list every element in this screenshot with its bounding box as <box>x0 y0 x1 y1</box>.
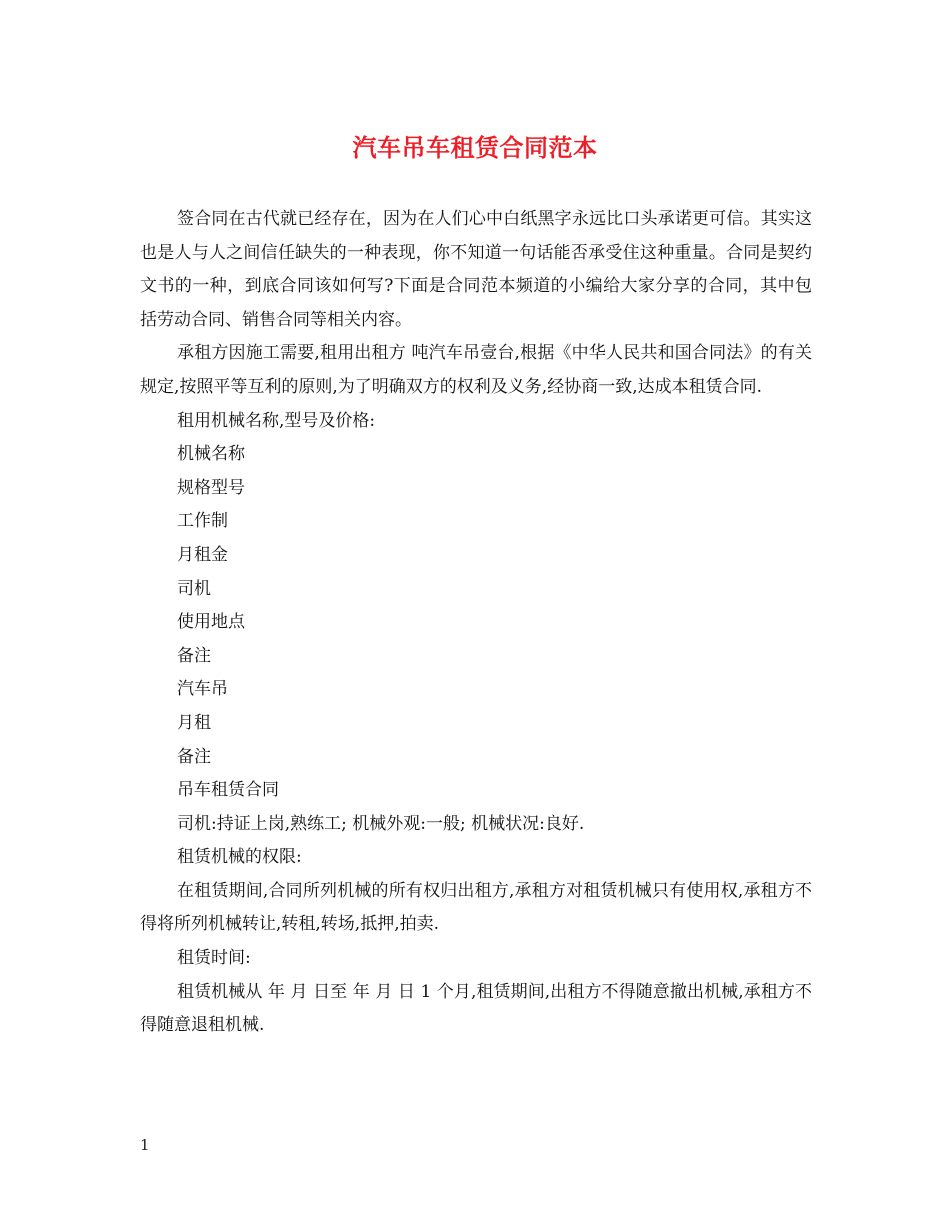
section-heading-time: 租赁时间: <box>177 948 251 969</box>
list-item: 规格型号 <box>177 477 245 498</box>
list-item: 备注 <box>177 746 211 767</box>
list-item: 工作制 <box>177 511 228 532</box>
intro-paragraph: 签合同在古代就已经存在，因为在人们心中白纸黑字永远比口头承诺更可信。其实这也是人与人之间信任缺失的一种表现，你不知道一句话能否承受住这种重量。合同是契约文书的一种，到底合同该如何写?下面是合同范本频道的小编给大家分享的合同，其中包括劳动合同、销售合同等相关内容。 <box>140 209 812 330</box>
time-paragraph: 租赁机械从 年 月 日至 年 月 日 1 个月,租赁期间,出租方不得随意撤出机械,承租方不得随意退租机械. <box>140 981 812 1036</box>
rights-paragraph: 在租赁期间,合同所列机械的所有权归出租方,承租方对租赁机械只有使用权,承租方不得将所列机械转让,转租,转场,抵押,拍卖. <box>140 880 812 935</box>
list-item: 使用地点 <box>177 612 245 633</box>
list-item: 吊车租赁合同 <box>177 780 279 801</box>
section-heading-rights: 租赁机械的权限: <box>177 847 302 868</box>
document-body <box>140 203 812 1043</box>
list-item: 机械名称 <box>177 444 245 465</box>
driver-line: 司机:持证上岗,熟练工; 机械外观:一般; 机械状况:良好. <box>177 813 585 834</box>
list-item: 月租 <box>177 712 211 733</box>
preamble-paragraph: 承租方因施工需要,租用出租方 吨汽车吊壹台,根据《中华人民共和国合同法》的有关规定,按照平等互利的原则,为了明确双方的权利及义务,经协商一致,达成本租赁合同. <box>140 343 812 397</box>
list-item: 备注 <box>177 645 211 666</box>
document-title: 汽车吊车租赁合同范本 <box>352 133 598 162</box>
list-item: 汽车吊 <box>177 679 228 700</box>
list-item: 司机 <box>177 578 211 599</box>
section-heading-machines: 租用机械名称,型号及价格: <box>177 410 376 431</box>
page-number: 1 <box>140 1136 150 1154</box>
list-item: 月租金 <box>177 544 228 565</box>
